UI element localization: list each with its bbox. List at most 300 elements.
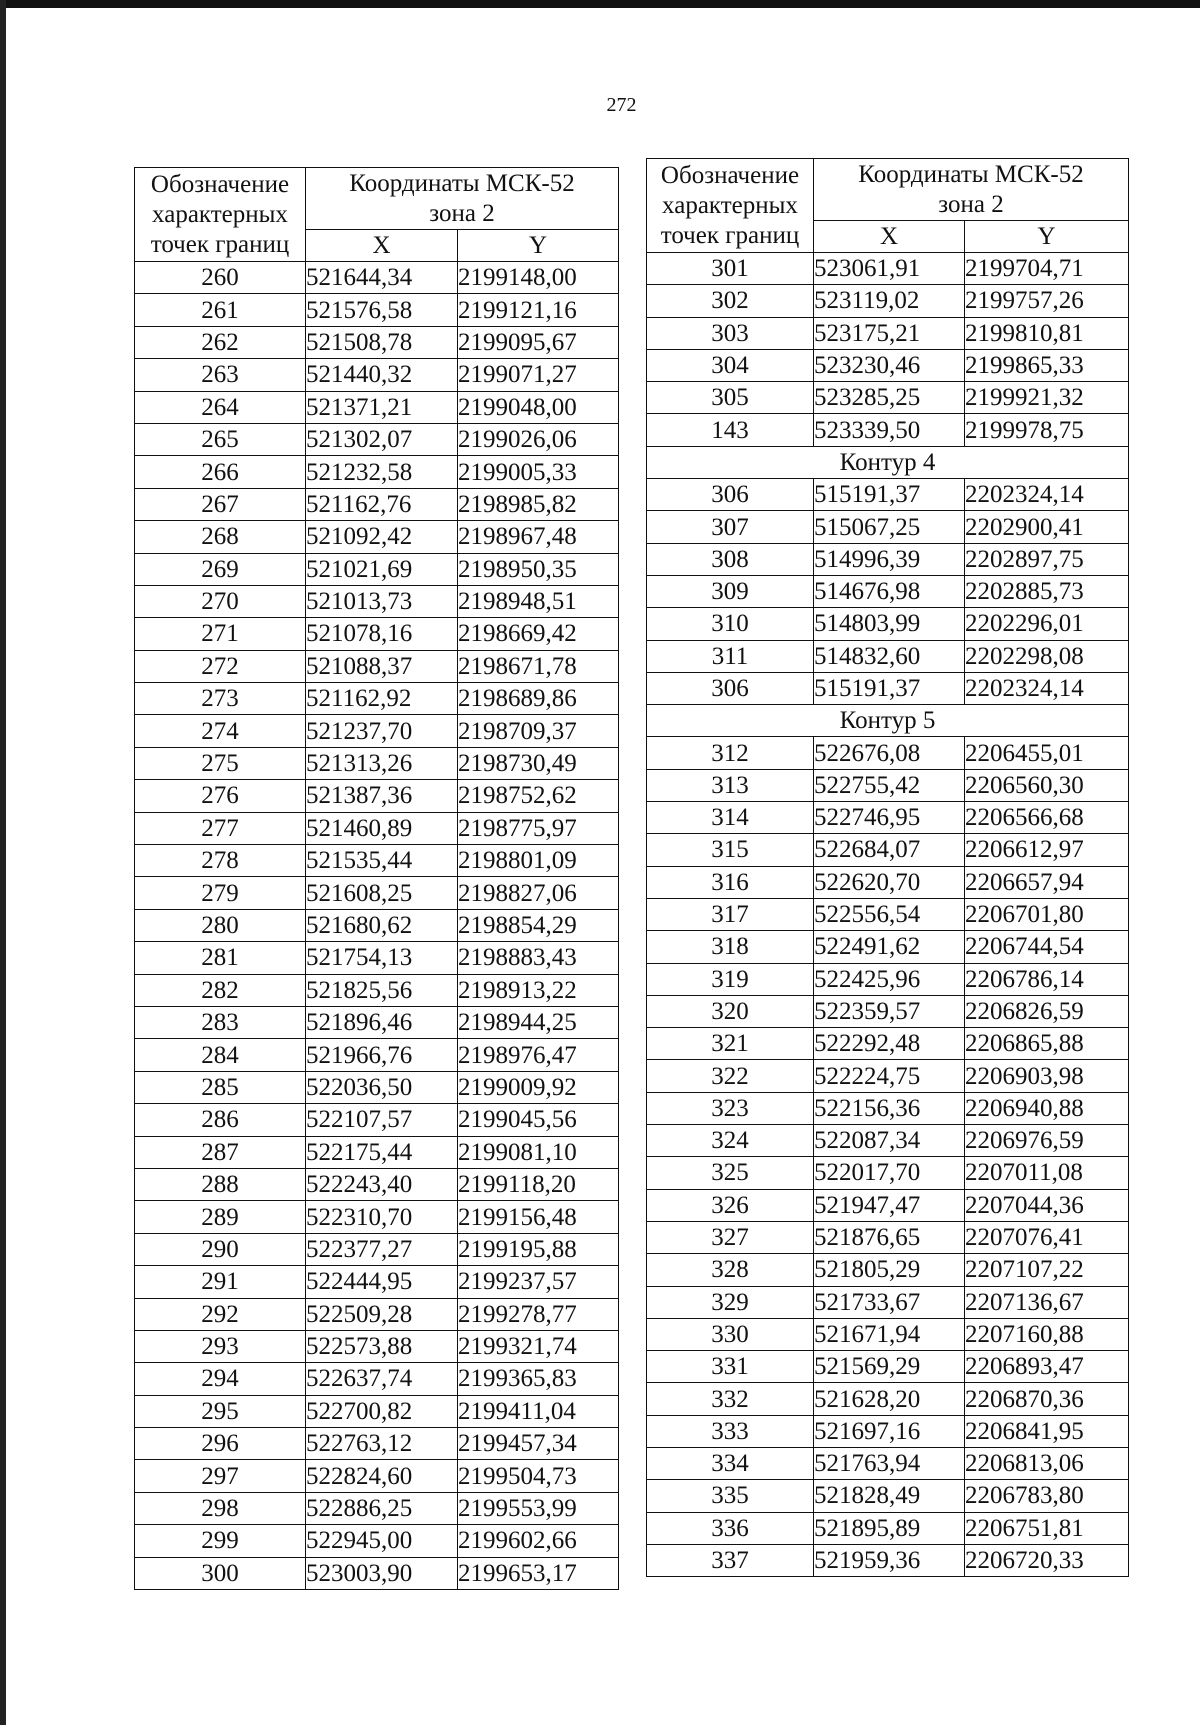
table-row [135,845,619,877]
x-coordinate-cell: 521876,65 [814,1221,965,1253]
x-coordinate-cell: 522573,88 [306,1330,458,1362]
point-id-cell: 293 [135,1330,306,1362]
table-row [135,1071,619,1103]
point-id-cell: 332 [647,1383,814,1415]
table-row [647,802,1129,834]
x-header: X [814,221,965,253]
y-coordinate-cell: 2199081,10 [458,1136,619,1168]
point-id-cell: 316 [647,866,814,898]
table-row [135,1363,619,1395]
x-coordinate-cell: 522556,54 [814,898,965,930]
y-coordinate-cell: 2206865,88 [965,1028,1129,1060]
x-coordinate-cell: 522945,00 [306,1525,458,1557]
designation-header-line: точек границ [660,221,800,249]
y-coordinate-cell: 2206455,01 [965,737,1129,769]
y-coordinate-cell: 2202900,41 [965,511,1129,543]
scan-edge-left [0,0,6,1725]
designation-header-line: Обозначение [660,161,800,189]
table-row [647,382,1129,414]
x-coordinate-cell: 522017,70 [814,1157,965,1189]
point-id-cell: 143 [647,414,814,446]
x-coordinate-cell: 522036,50 [306,1071,458,1103]
y-coordinate-cell: 2202324,14 [965,479,1129,511]
table-row [647,1157,1129,1189]
x-coordinate-cell: 521644,34 [306,262,458,294]
y-coordinate-cell: 2199095,67 [458,326,619,358]
table-row [647,1221,1129,1253]
point-id-cell: 267 [135,488,306,520]
y-coordinate-cell: 2202897,75 [965,543,1129,575]
table-row [135,683,619,715]
x-coordinate-cell: 522700,82 [306,1395,458,1427]
point-id-cell: 288 [135,1168,306,1200]
y-coordinate-cell: 2198689,86 [458,683,619,715]
point-id-cell: 319 [647,963,814,995]
table-row [647,1060,1129,1092]
x-coordinate-cell: 522243,40 [306,1168,458,1200]
table-row [647,1125,1129,1157]
table-row [647,1092,1129,1124]
designation-header [647,159,814,253]
point-id-cell: 308 [647,543,814,575]
table-row [135,812,619,844]
x-coordinate-cell: 514996,39 [814,543,965,575]
table-row [647,285,1129,317]
point-id-cell: 333 [647,1415,814,1447]
coords-title-line: зона 2 [938,190,1004,218]
x-coordinate-cell: 514803,99 [814,608,965,640]
y-coordinate-cell: 2202298,08 [965,640,1129,672]
y-header: Y [458,230,619,262]
table-row [135,780,619,812]
point-id-cell: 335 [647,1480,814,1512]
y-coordinate-cell: 2199026,06 [458,423,619,455]
point-id-cell: 321 [647,1028,814,1060]
y-coordinate-cell: 2199045,56 [458,1104,619,1136]
y-coordinate-cell: 2198827,06 [458,877,619,909]
table-row [135,1233,619,1265]
y-coordinate-cell: 2198950,35 [458,553,619,585]
x-coordinate-cell: 521825,56 [306,974,458,1006]
table-row [647,737,1129,769]
point-id-cell: 305 [647,382,814,414]
designation-header-line: характерных [662,191,798,219]
y-coordinate-cell: 2207107,22 [965,1254,1129,1286]
y-coordinate-cell: 2206744,54 [965,931,1129,963]
y-coordinate-cell: 2198801,09 [458,845,619,877]
table-row [135,1136,619,1168]
table-row [647,898,1129,930]
table-row [647,608,1129,640]
table-row [135,521,619,553]
point-id-cell: 301 [647,253,814,285]
table-row [647,640,1129,672]
y-coordinate-cell: 2198948,51 [458,585,619,617]
y-coordinate-cell: 2199278,77 [458,1298,619,1330]
table-row [647,931,1129,963]
x-coordinate-cell: 523061,91 [814,253,965,285]
point-id-cell: 270 [135,585,306,617]
y-coordinate-cell: 2199156,48 [458,1201,619,1233]
y-coordinate-cell: 2198709,37 [458,715,619,747]
table-row [647,1318,1129,1350]
point-id-cell: 276 [135,780,306,812]
y-coordinate-cell: 2206786,14 [965,963,1129,995]
point-id-cell: 322 [647,1060,814,1092]
point-id-cell: 289 [135,1201,306,1233]
coords-title-line: Координаты МСК-52 [858,160,1084,188]
y-coordinate-cell: 2199121,16 [458,294,619,326]
point-id-cell: 297 [135,1460,306,1492]
point-id-cell: 306 [647,479,814,511]
point-id-cell: 337 [647,1544,814,1576]
table-row [135,1298,619,1330]
point-id-cell: 273 [135,683,306,715]
x-coordinate-cell: 521088,37 [306,650,458,682]
y-coordinate-cell: 2199048,00 [458,391,619,423]
x-coordinate-cell: 521569,29 [814,1351,965,1383]
point-id-cell: 294 [135,1363,306,1395]
point-id-cell: 328 [647,1254,814,1286]
y-coordinate-cell: 2206720,33 [965,1544,1129,1576]
table-row [647,414,1129,446]
y-coordinate-cell: 2207011,08 [965,1157,1129,1189]
point-id-cell: 271 [135,618,306,650]
table-row [135,618,619,650]
coords-title-header [814,159,1129,221]
table-row [647,253,1129,285]
x-coordinate-cell: 522684,07 [814,834,965,866]
table-row [135,974,619,1006]
y-coordinate-cell: 2199921,32 [965,382,1129,414]
designation-header [135,168,306,262]
x-coordinate-cell: 522175,44 [306,1136,458,1168]
x-coordinate-cell: 522107,57 [306,1104,458,1136]
x-coordinate-cell: 522620,70 [814,866,965,898]
table-row [647,1383,1129,1415]
point-id-cell: 277 [135,812,306,844]
point-id-cell: 296 [135,1428,306,1460]
x-coordinate-cell: 521763,94 [814,1447,965,1479]
y-coordinate-cell: 2199457,34 [458,1428,619,1460]
x-coordinate-cell: 521237,70 [306,715,458,747]
point-id-cell: 324 [647,1125,814,1157]
x-header: X [306,230,458,262]
table-row [647,1480,1129,1512]
y-coordinate-cell: 2206893,47 [965,1351,1129,1383]
y-coordinate-cell: 2206751,81 [965,1512,1129,1544]
point-id-cell: 280 [135,909,306,941]
x-coordinate-cell: 522824,60 [306,1460,458,1492]
table-row [647,769,1129,801]
point-id-cell: 302 [647,285,814,317]
point-id-cell: 290 [135,1233,306,1265]
point-id-cell: 303 [647,317,814,349]
y-coordinate-cell: 2207136,67 [965,1286,1129,1318]
y-coordinate-cell: 2206870,36 [965,1383,1129,1415]
x-coordinate-cell: 521013,73 [306,585,458,617]
x-coordinate-cell: 521697,16 [814,1415,965,1447]
table-row [135,909,619,941]
x-coordinate-cell: 521608,25 [306,877,458,909]
x-coordinate-cell: 521947,47 [814,1189,965,1221]
x-coordinate-cell: 523003,90 [306,1557,458,1589]
table-row [135,1395,619,1427]
x-coordinate-cell: 521302,07 [306,423,458,455]
table-row [135,1557,619,1589]
x-coordinate-cell: 515191,37 [814,479,965,511]
x-coordinate-cell: 514676,98 [814,575,965,607]
coords-title-line: Координаты МСК-52 [349,169,575,197]
y-coordinate-cell: 2198854,29 [458,909,619,941]
point-id-cell: 262 [135,326,306,358]
y-coordinate-cell: 2207044,36 [965,1189,1129,1221]
y-coordinate-cell: 2206813,06 [965,1447,1129,1479]
point-id-cell: 325 [647,1157,814,1189]
table-row [135,262,619,294]
point-id-cell: 295 [135,1395,306,1427]
point-id-cell: 331 [647,1351,814,1383]
table-row [135,1201,619,1233]
table-row [135,553,619,585]
table-row [647,963,1129,995]
point-id-cell: 330 [647,1318,814,1350]
point-id-cell: 284 [135,1039,306,1071]
y-coordinate-cell: 2206612,97 [965,834,1129,866]
header-row [647,159,1129,221]
x-coordinate-cell: 522359,57 [814,995,965,1027]
point-id-cell: 281 [135,942,306,974]
point-id-cell: 272 [135,650,306,682]
y-coordinate-cell: 2198976,47 [458,1039,619,1071]
point-id-cell: 299 [135,1525,306,1557]
point-id-cell: 323 [647,1092,814,1124]
table-row [647,1544,1129,1576]
x-coordinate-cell: 523285,25 [814,382,965,414]
table-row [647,995,1129,1027]
point-id-cell: 268 [135,521,306,553]
x-coordinate-cell: 521440,32 [306,359,458,391]
x-coordinate-cell: 521508,78 [306,326,458,358]
y-coordinate-cell: 2207076,41 [965,1221,1129,1253]
y-coordinate-cell: 2199704,71 [965,253,1129,285]
x-coordinate-cell: 521895,89 [814,1512,965,1544]
table-row [135,715,619,747]
table-row [135,1525,619,1557]
point-id-cell: 310 [647,608,814,640]
contour-label: Контур 5 [647,705,1129,737]
point-id-cell: 315 [647,834,814,866]
point-id-cell: 320 [647,995,814,1027]
x-coordinate-cell: 521162,76 [306,488,458,520]
table-row [135,1460,619,1492]
table-row [647,511,1129,543]
table-row [135,942,619,974]
y-coordinate-cell: 2199504,73 [458,1460,619,1492]
coordinates-table-left [134,167,619,1590]
x-coordinate-cell: 521966,76 [306,1039,458,1071]
y-coordinate-cell: 2199195,88 [458,1233,619,1265]
table-row [135,456,619,488]
point-id-cell: 326 [647,1189,814,1221]
y-coordinate-cell: 2199321,74 [458,1330,619,1362]
y-coordinate-cell: 2199602,66 [458,1525,619,1557]
x-coordinate-cell: 522292,48 [814,1028,965,1060]
table-row [135,423,619,455]
point-id-cell: 265 [135,423,306,455]
x-coordinate-cell: 515191,37 [814,672,965,704]
table-row [135,1492,619,1524]
y-coordinate-cell: 2199553,99 [458,1492,619,1524]
y-coordinate-cell: 2202296,01 [965,608,1129,640]
y-coordinate-cell: 2206841,95 [965,1415,1129,1447]
y-coordinate-cell: 2198985,82 [458,488,619,520]
y-coordinate-cell: 2202885,73 [965,575,1129,607]
x-coordinate-cell: 521959,36 [814,1544,965,1576]
point-id-cell: 313 [647,769,814,801]
table-row [647,1286,1129,1318]
y-coordinate-cell: 2199148,00 [458,262,619,294]
y-coordinate-cell: 2199365,83 [458,1363,619,1395]
y-coordinate-cell: 2199978,75 [965,414,1129,446]
x-coordinate-cell: 522491,62 [814,931,965,963]
contour-label: Контур 4 [647,446,1129,478]
point-id-cell: 306 [647,672,814,704]
y-coordinate-cell: 2198730,49 [458,747,619,779]
point-id-cell: 269 [135,553,306,585]
table-row [647,1447,1129,1479]
y-coordinate-cell: 2199009,92 [458,1071,619,1103]
table-row [647,672,1129,704]
table-row [135,1006,619,1038]
x-coordinate-cell: 523175,21 [814,317,965,349]
point-id-cell: 278 [135,845,306,877]
x-coordinate-cell: 521680,62 [306,909,458,941]
y-coordinate-cell: 2199118,20 [458,1168,619,1200]
x-coordinate-cell: 521576,58 [306,294,458,326]
table-row [647,1415,1129,1447]
coords-title-line: зона 2 [429,199,495,227]
table-row [647,317,1129,349]
y-coordinate-cell: 2199810,81 [965,317,1129,349]
table-row [647,866,1129,898]
point-id-cell: 285 [135,1071,306,1103]
contour-row [647,705,1129,737]
table-row [135,877,619,909]
table-row [135,1104,619,1136]
header-row [135,168,619,230]
table-row [135,391,619,423]
y-coordinate-cell: 2207160,88 [965,1318,1129,1350]
x-coordinate-cell: 523119,02 [814,285,965,317]
x-coordinate-cell: 514832,60 [814,640,965,672]
y-coordinate-cell: 2199071,27 [458,359,619,391]
x-coordinate-cell: 521092,42 [306,521,458,553]
point-id-cell: 307 [647,511,814,543]
table-row [135,1039,619,1071]
x-coordinate-cell: 523339,50 [814,414,965,446]
y-coordinate-cell: 2202324,14 [965,672,1129,704]
x-coordinate-cell: 522755,42 [814,769,965,801]
x-coordinate-cell: 521371,21 [306,391,458,423]
x-coordinate-cell: 521232,58 [306,456,458,488]
x-coordinate-cell: 522310,70 [306,1201,458,1233]
table-row [135,650,619,682]
x-coordinate-cell: 522746,95 [814,802,965,834]
point-id-cell: 329 [647,1286,814,1318]
y-coordinate-cell: 2198967,48 [458,521,619,553]
y-coordinate-cell: 2199237,57 [458,1266,619,1298]
x-coordinate-cell: 522377,27 [306,1233,458,1265]
y-coordinate-cell: 2206903,98 [965,1060,1129,1092]
designation-header-line: характерных [152,200,288,228]
designation-header-line: Обозначение [150,170,290,198]
x-coordinate-cell: 522763,12 [306,1428,458,1460]
table-row [135,488,619,520]
x-coordinate-cell: 522156,36 [814,1092,965,1124]
point-id-cell: 279 [135,877,306,909]
table-row [647,349,1129,381]
x-coordinate-cell: 522886,25 [306,1492,458,1524]
table-row [647,1351,1129,1383]
y-coordinate-cell: 2199411,04 [458,1395,619,1427]
x-coordinate-cell: 521671,94 [814,1318,965,1350]
y-coordinate-cell: 2198913,22 [458,974,619,1006]
point-id-cell: 266 [135,456,306,488]
point-id-cell: 318 [647,931,814,963]
y-coordinate-cell: 2198752,62 [458,780,619,812]
table-row [135,294,619,326]
table-row [647,1028,1129,1060]
x-coordinate-cell: 521733,67 [814,1286,965,1318]
table-row [135,747,619,779]
x-coordinate-cell: 521313,26 [306,747,458,779]
y-coordinate-cell: 2198669,42 [458,618,619,650]
point-id-cell: 298 [135,1492,306,1524]
table-row [647,575,1129,607]
point-id-cell: 291 [135,1266,306,1298]
x-coordinate-cell: 522224,75 [814,1060,965,1092]
point-id-cell: 274 [135,715,306,747]
page-number: 272 [606,94,637,116]
point-id-cell: 311 [647,640,814,672]
y-coordinate-cell: 2198883,43 [458,942,619,974]
table-row [647,834,1129,866]
x-coordinate-cell: 521078,16 [306,618,458,650]
point-id-cell: 312 [647,737,814,769]
contour-row [647,446,1129,478]
y-coordinate-cell: 2199757,26 [965,285,1129,317]
table-row [647,479,1129,511]
table-row [647,1512,1129,1544]
x-coordinate-cell: 521460,89 [306,812,458,844]
x-coordinate-cell: 523230,46 [814,349,965,381]
table-row [135,1330,619,1362]
point-id-cell: 317 [647,898,814,930]
point-id-cell: 334 [647,1447,814,1479]
x-coordinate-cell: 522676,08 [814,737,965,769]
point-id-cell: 283 [135,1006,306,1038]
point-id-cell: 260 [135,262,306,294]
point-id-cell: 263 [135,359,306,391]
point-id-cell: 300 [135,1557,306,1589]
table-row [647,1189,1129,1221]
x-coordinate-cell: 522444,95 [306,1266,458,1298]
y-header: Y [965,221,1129,253]
coordinates-table-right [646,158,1129,1577]
point-id-cell: 287 [135,1136,306,1168]
table-row [647,1254,1129,1286]
